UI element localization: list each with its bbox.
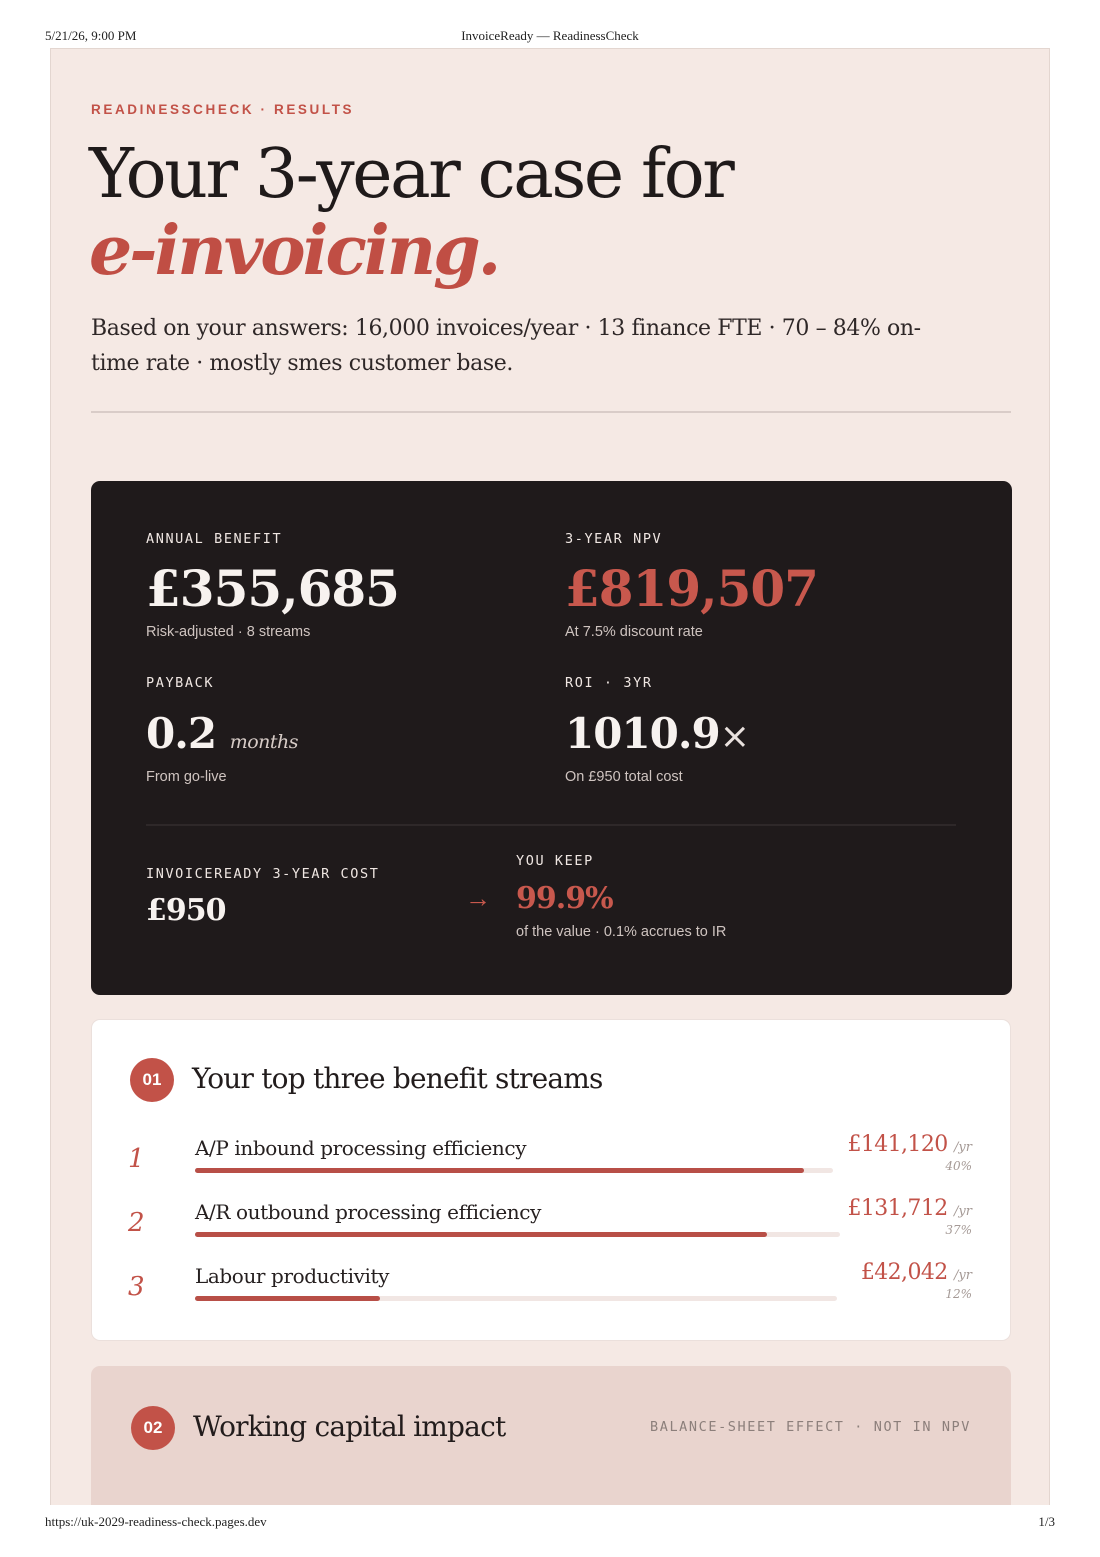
metrics-divider [146,824,956,826]
annual-benefit-sub: Risk-adjusted · 8 streams [146,624,311,640]
list-item [92,1196,1012,1268]
stream-label: Labour productivity [195,1264,390,1288]
stream-share: 37% [945,1223,972,1237]
npv-value: £819,507 [565,559,818,618]
benefit-streams-card [91,1019,1011,1341]
list-item [92,1132,1012,1204]
stream-amount: £131,712 [847,1196,948,1221]
divider [91,411,1011,413]
annual-benefit-label: ANNUAL BENEFIT [146,531,283,547]
print-footer [45,1514,1055,1530]
stream-bar-track [195,1232,840,1237]
stream-amount: £141,120 [847,1132,948,1157]
print-url: https://uk-2029-readiness-check.pages.dev [45,1514,267,1529]
annual-benefit-value: £355,685 [146,559,399,618]
keep-value: 99.9% [516,881,613,916]
page-title [89,137,732,289]
stream-amount-group [861,1260,972,1285]
stream-period: /yr [954,1204,972,1219]
section-title: Your top three benefit streams [192,1062,603,1095]
roi-value: 1010.9 [565,709,720,758]
stream-label: A/P inbound processing efficiency [195,1136,527,1160]
print-header [45,28,1055,44]
payback-value-group [146,709,298,758]
stream-bar-fill [195,1232,767,1237]
keep-label: YOU KEEP [516,853,594,869]
stream-bar-track [195,1168,833,1173]
print-page-number: 1/3 [1038,1514,1055,1529]
results-page [50,48,1050,1505]
stream-amount-group [847,1196,972,1221]
print-date: 5/21/26, 9:00 PM [45,28,137,43]
print-title: InvoiceReady — ReadinessCheck [461,28,639,43]
stream-rank: 1 [128,1144,145,1174]
roi-label: ROI · 3YR [565,675,653,691]
stream-amount: £42,042 [860,1260,948,1285]
npv-label: 3-YEAR NPV [565,531,663,547]
payback-sub: From go-live [146,769,227,785]
cost-value: £950 [146,893,226,928]
stream-rank: 3 [128,1272,145,1302]
stream-bar-fill [195,1296,380,1301]
balance-sheet-note: BALANCE-SHEET EFFECT · NOT IN NPV [649,1419,971,1435]
stream-period: /yr [954,1140,972,1155]
section-title: Working capital impact [193,1410,506,1443]
headline-line1: Your 3-year case for [89,135,733,214]
npv-sub: At 7.5% discount rate [565,624,703,640]
stream-rank: 2 [128,1208,145,1238]
stream-period: /yr [954,1268,972,1283]
intro-summary: Based on your answers: 16,000 invoices/year · 13 finance FTE · 70 – 84% on-time rate · mostly smes customer base. [91,316,921,376]
stream-share: 12% [945,1287,972,1301]
section-number-badge: 01 [130,1058,174,1102]
stream-amount-group [847,1132,972,1157]
eyebrow: READINESSCHECK · RESULTS [91,102,355,117]
headline-line2: e-invoicing. [89,211,499,291]
metrics-panel [91,481,1012,995]
roi-unit: × [719,716,749,757]
roi-sub: On £950 total cost [565,769,683,785]
stream-bar-fill [195,1168,804,1173]
roi-value-group [565,709,749,758]
working-capital-card [91,1366,1011,1505]
arrow-right-icon: → [465,883,491,913]
section-number-badge: 02 [131,1406,175,1450]
stream-label: A/R outbound processing efficiency [195,1200,541,1224]
stream-share: 40% [945,1159,972,1173]
list-item [92,1260,1012,1332]
payback-label: PAYBACK [146,675,215,691]
cost-label: INVOICEREADY 3-YEAR COST [146,866,380,882]
payback-unit: months [229,731,299,753]
payback-value: 0.2 [146,709,217,758]
keep-sub: of the value · 0.1% accrues to IR [516,924,727,940]
stream-bar-track [195,1296,837,1301]
